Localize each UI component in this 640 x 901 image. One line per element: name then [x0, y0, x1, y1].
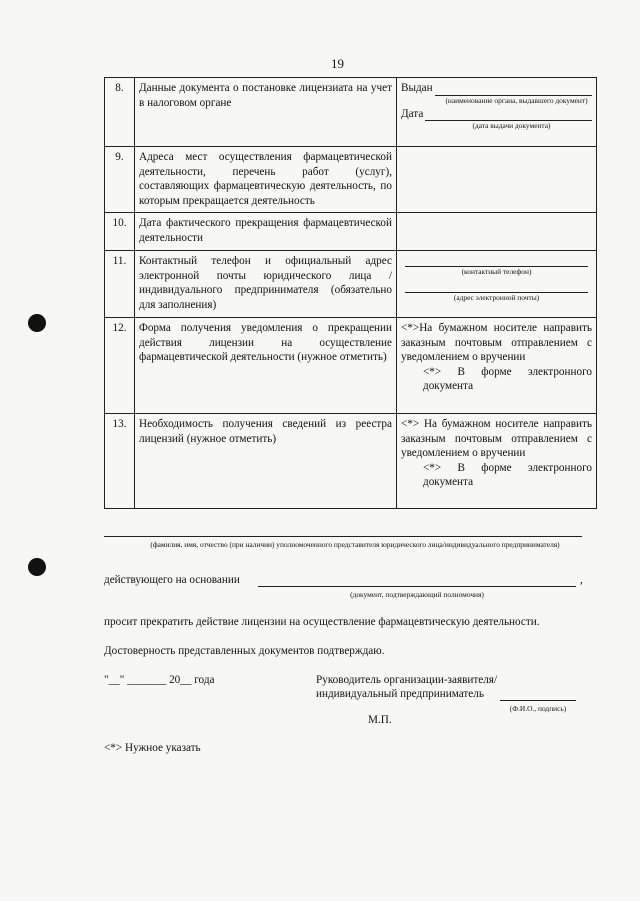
confirm-text: Достоверность представленных документов подтверждаю.: [104, 645, 385, 657]
row-description: Адреса мест осуществления фармацевтической деятельности, перечень работ (услуг), составляющих фармацевтическую деятельность, по которым прекращается деятельность: [135, 147, 397, 213]
row-number: 12.: [105, 318, 135, 414]
row-number: 11.: [105, 251, 135, 318]
phone-caption: (контактный телефон): [461, 267, 532, 276]
option-electronic[interactable]: <*> В форме электронного документа: [423, 365, 592, 393]
punch-hole-bottom: [28, 558, 46, 576]
row-value-cell: [397, 251, 597, 318]
row-number: 9.: [105, 147, 135, 213]
table-row: [105, 414, 597, 509]
issued-field[interactable]: [435, 84, 592, 96]
license-form-table: [104, 77, 597, 509]
table-row: [105, 318, 597, 414]
table-row: [105, 213, 597, 251]
date-label: Дата: [401, 107, 424, 120]
representative-field[interactable]: [104, 536, 582, 537]
table-row: [105, 147, 597, 213]
page-number: 19: [331, 56, 344, 71]
row-value-cell: [397, 318, 597, 414]
row-number: 10.: [105, 213, 135, 251]
footnote: <*> Нужное указать: [104, 742, 201, 754]
date-line[interactable]: "__" _______ 20__ года: [104, 674, 215, 686]
acting-basis-label: действующего на основании: [104, 574, 240, 586]
row-description: Необходимость получения сведений из реестра лицензий (нужное отметить): [135, 414, 397, 509]
signer-subtitle: индивидуальный предприниматель: [316, 688, 484, 700]
signature-field[interactable]: [500, 700, 576, 701]
row-description: Дата фактического прекращения фармацевтической деятельности: [135, 213, 397, 251]
email-field[interactable]: [405, 280, 588, 293]
option-electronic[interactable]: <*> В форме электронного документа: [423, 461, 592, 489]
date-field[interactable]: [425, 109, 592, 121]
row-value-cell: [397, 414, 597, 509]
table-row: [105, 251, 597, 318]
acting-basis-caption: (документ, подтверждающий полномочия): [350, 590, 484, 599]
request-text: просит прекратить действие лицензии на осуществление фармацевтическую деятельности.: [104, 616, 540, 628]
row-value-cell: [397, 78, 597, 147]
signer-title: Руководитель организации-заявителя/: [316, 674, 498, 686]
signer-caption: (Ф.И.О., подпись): [509, 704, 567, 713]
issued-caption: (наименование органа, выдавшего документ): [445, 95, 588, 105]
row-description: Контактный телефон и официальный адрес электронной почты юридического лица /индивидуального предпринимателя (обязательно для заполнения): [135, 251, 397, 318]
phone-field[interactable]: [405, 254, 588, 267]
row-description: Форма получения уведомления о прекращении действия лицензии на осуществление фармацевтической деятельности (нужное отметить): [135, 318, 397, 414]
punch-hole-top: [28, 314, 46, 332]
row-number: 13.: [105, 414, 135, 509]
row-value-cell[interactable]: [397, 147, 597, 213]
row-value-cell[interactable]: [397, 213, 597, 251]
acting-basis-field[interactable]: [258, 586, 576, 587]
email-caption: (адрес электронной почты): [453, 293, 540, 302]
date-caption: (дата выдачи документа): [472, 121, 551, 131]
option-paper[interactable]: <*>На бумажном носителе направить заказным почтовым отправлением с уведомлением о вручении: [401, 322, 592, 364]
option-paper[interactable]: <*> На бумажном носителе направить заказным почтовым отправлением с уведомлением о вручении: [401, 418, 592, 460]
table-row: [105, 78, 597, 147]
stamp-label: М.П.: [368, 714, 392, 726]
row-description: Данные документа о постановке лицензиата на учет в налоговом органе: [135, 78, 397, 147]
row-number: 8.: [105, 78, 135, 147]
representative-caption: (фамилия, имя, отчество (при наличии) уполномоченного представителя юридического лица/индивидуального предпринимателя): [150, 540, 560, 549]
issued-label: Выдан: [401, 82, 433, 94]
